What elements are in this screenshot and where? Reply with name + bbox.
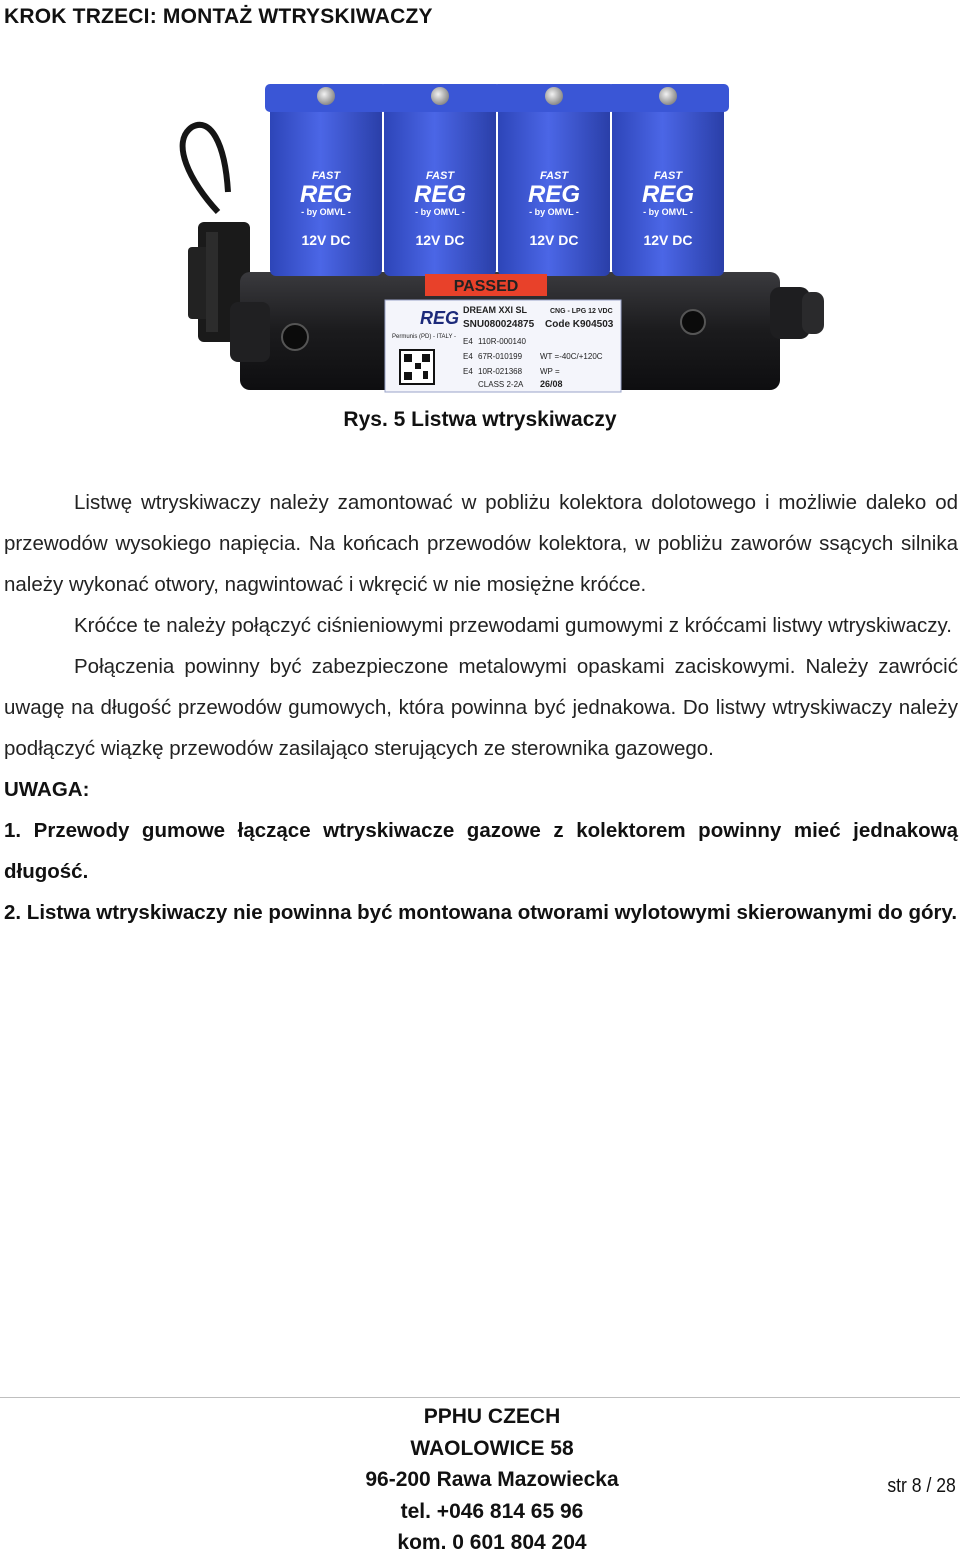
injector-coil <box>379 84 501 276</box>
svg-text:SNU080024875: SNU080024875 <box>463 319 535 330</box>
svg-text:CNG - LPG 12 VDC: CNG - LPG 12 VDC <box>550 308 613 315</box>
warning-note: 2. Listwa wtryskiwaczy nie powinna być montowana otworami wylotowymi skierowanymi do góry. <box>4 901 958 924</box>
svg-text:- by OMVL -: - by OMVL - <box>301 207 351 217</box>
svg-text:Code K904503: Code K904503 <box>545 319 614 330</box>
svg-text:WT =-40C/+120C: WT =-40C/+120C <box>540 352 603 361</box>
svg-text:E4: E4 <box>463 367 473 376</box>
footer-company: PPHU CZECH <box>423 1405 561 1428</box>
footer-address-line: WAOLOWICE 58 <box>410 1436 574 1460</box>
document-body <box>4 482 958 933</box>
svg-text:E4: E4 <box>463 352 473 361</box>
footer-address-line: 96-200 Rawa Mazowiecka <box>365 1468 619 1491</box>
svg-text:12V DC: 12V DC <box>301 232 351 248</box>
paragraph: Połączenia powinny być zabezpieczone metalowymi opaskami zaciskowymi. Należy zawrócić uwagę na długość przewodów gumowych, która powinna być jednakowa. Do listwy wtryskiwaczy należy podłączyć wiązkę przewodów zasilająco sterujących ze sterownika gazowego. <box>4 655 958 760</box>
svg-text:67R-010199: 67R-010199 <box>478 352 523 361</box>
paragraph: Króćce te należy połączyć ciśnieniowymi przewodami gumowymi z króćcami listwy wtryskiwaczy. <box>74 614 952 637</box>
svg-text:CLASS 2-2A: CLASS 2-2A <box>478 380 524 389</box>
svg-text:REG: REG <box>527 181 581 208</box>
svg-text:110R-000140: 110R-000140 <box>478 337 526 346</box>
rating-plate <box>385 300 621 392</box>
svg-text:PASSED: PASSED <box>453 278 519 295</box>
svg-text:FAST: FAST <box>311 170 341 182</box>
footer-contact <box>0 1401 960 1559</box>
svg-text:E4: E4 <box>463 337 473 346</box>
footer-mobile: kom. 0 601 804 204 <box>397 1531 587 1554</box>
connector-wire <box>183 125 228 212</box>
svg-text:12V DC: 12V DC <box>529 232 579 248</box>
svg-text:10R-021368: 10R-021368 <box>478 367 523 376</box>
svg-text:26/08: 26/08 <box>540 379 563 389</box>
svg-text:REG: REG <box>299 181 353 208</box>
injector-coil <box>493 84 615 276</box>
paragraph: Listwę wtryskiwaczy należy zamontować w pobliżu kolektora dolotowego i możliwie daleko od przewodów wysokiego napięcia. Na końcach przewodów kolektora, w pobliżu zaworów ssących silnika należy wykonać otwory, nagwintować i wkręcić w nie mosiężne króćce. <box>4 491 958 596</box>
svg-text:REG: REG <box>413 181 467 208</box>
svg-text:FAST: FAST <box>653 170 683 182</box>
page-heading: KROK TRZECI: MONTAŻ WTRYSKIWACZY <box>4 5 433 28</box>
svg-text:- by OMVL -: - by OMVL - <box>643 207 693 217</box>
svg-text:REG: REG <box>420 308 460 328</box>
svg-text:- by OMVL -: - by OMVL - <box>529 207 579 217</box>
injector-coil <box>607 84 729 276</box>
svg-text:- by OMVL -: - by OMVL - <box>415 207 465 217</box>
footer-phone: tel. +046 814 65 96 <box>400 1499 584 1523</box>
figure-caption: Rys. 5 Listwa wtryskiwaczy <box>343 408 617 431</box>
svg-text:REG: REG <box>641 181 695 208</box>
warning-note: 1. Przewody gumowe łączące wtryskiwacze gazowe z kolektorem powinny mieć jednakową długość. <box>4 819 958 883</box>
injector-coil <box>265 84 387 276</box>
svg-text:DREAM XXI SL: DREAM XXI SL <box>463 305 528 315</box>
footer-divider <box>0 1397 960 1398</box>
svg-text:WP =: WP = <box>540 367 560 376</box>
warning-label: UWAGA: <box>4 778 90 801</box>
svg-text:FAST: FAST <box>539 170 569 182</box>
injector-rail-photo <box>130 72 830 402</box>
svg-text:12V DC: 12V DC <box>643 232 693 248</box>
svg-text:FAST: FAST <box>425 170 455 182</box>
svg-text:Permunis (PD) - ITALY -: Permunis (PD) - ITALY - <box>392 334 457 340</box>
svg-text:12V DC: 12V DC <box>415 232 465 248</box>
page-number: str 8 / 28 <box>887 1475 956 1497</box>
